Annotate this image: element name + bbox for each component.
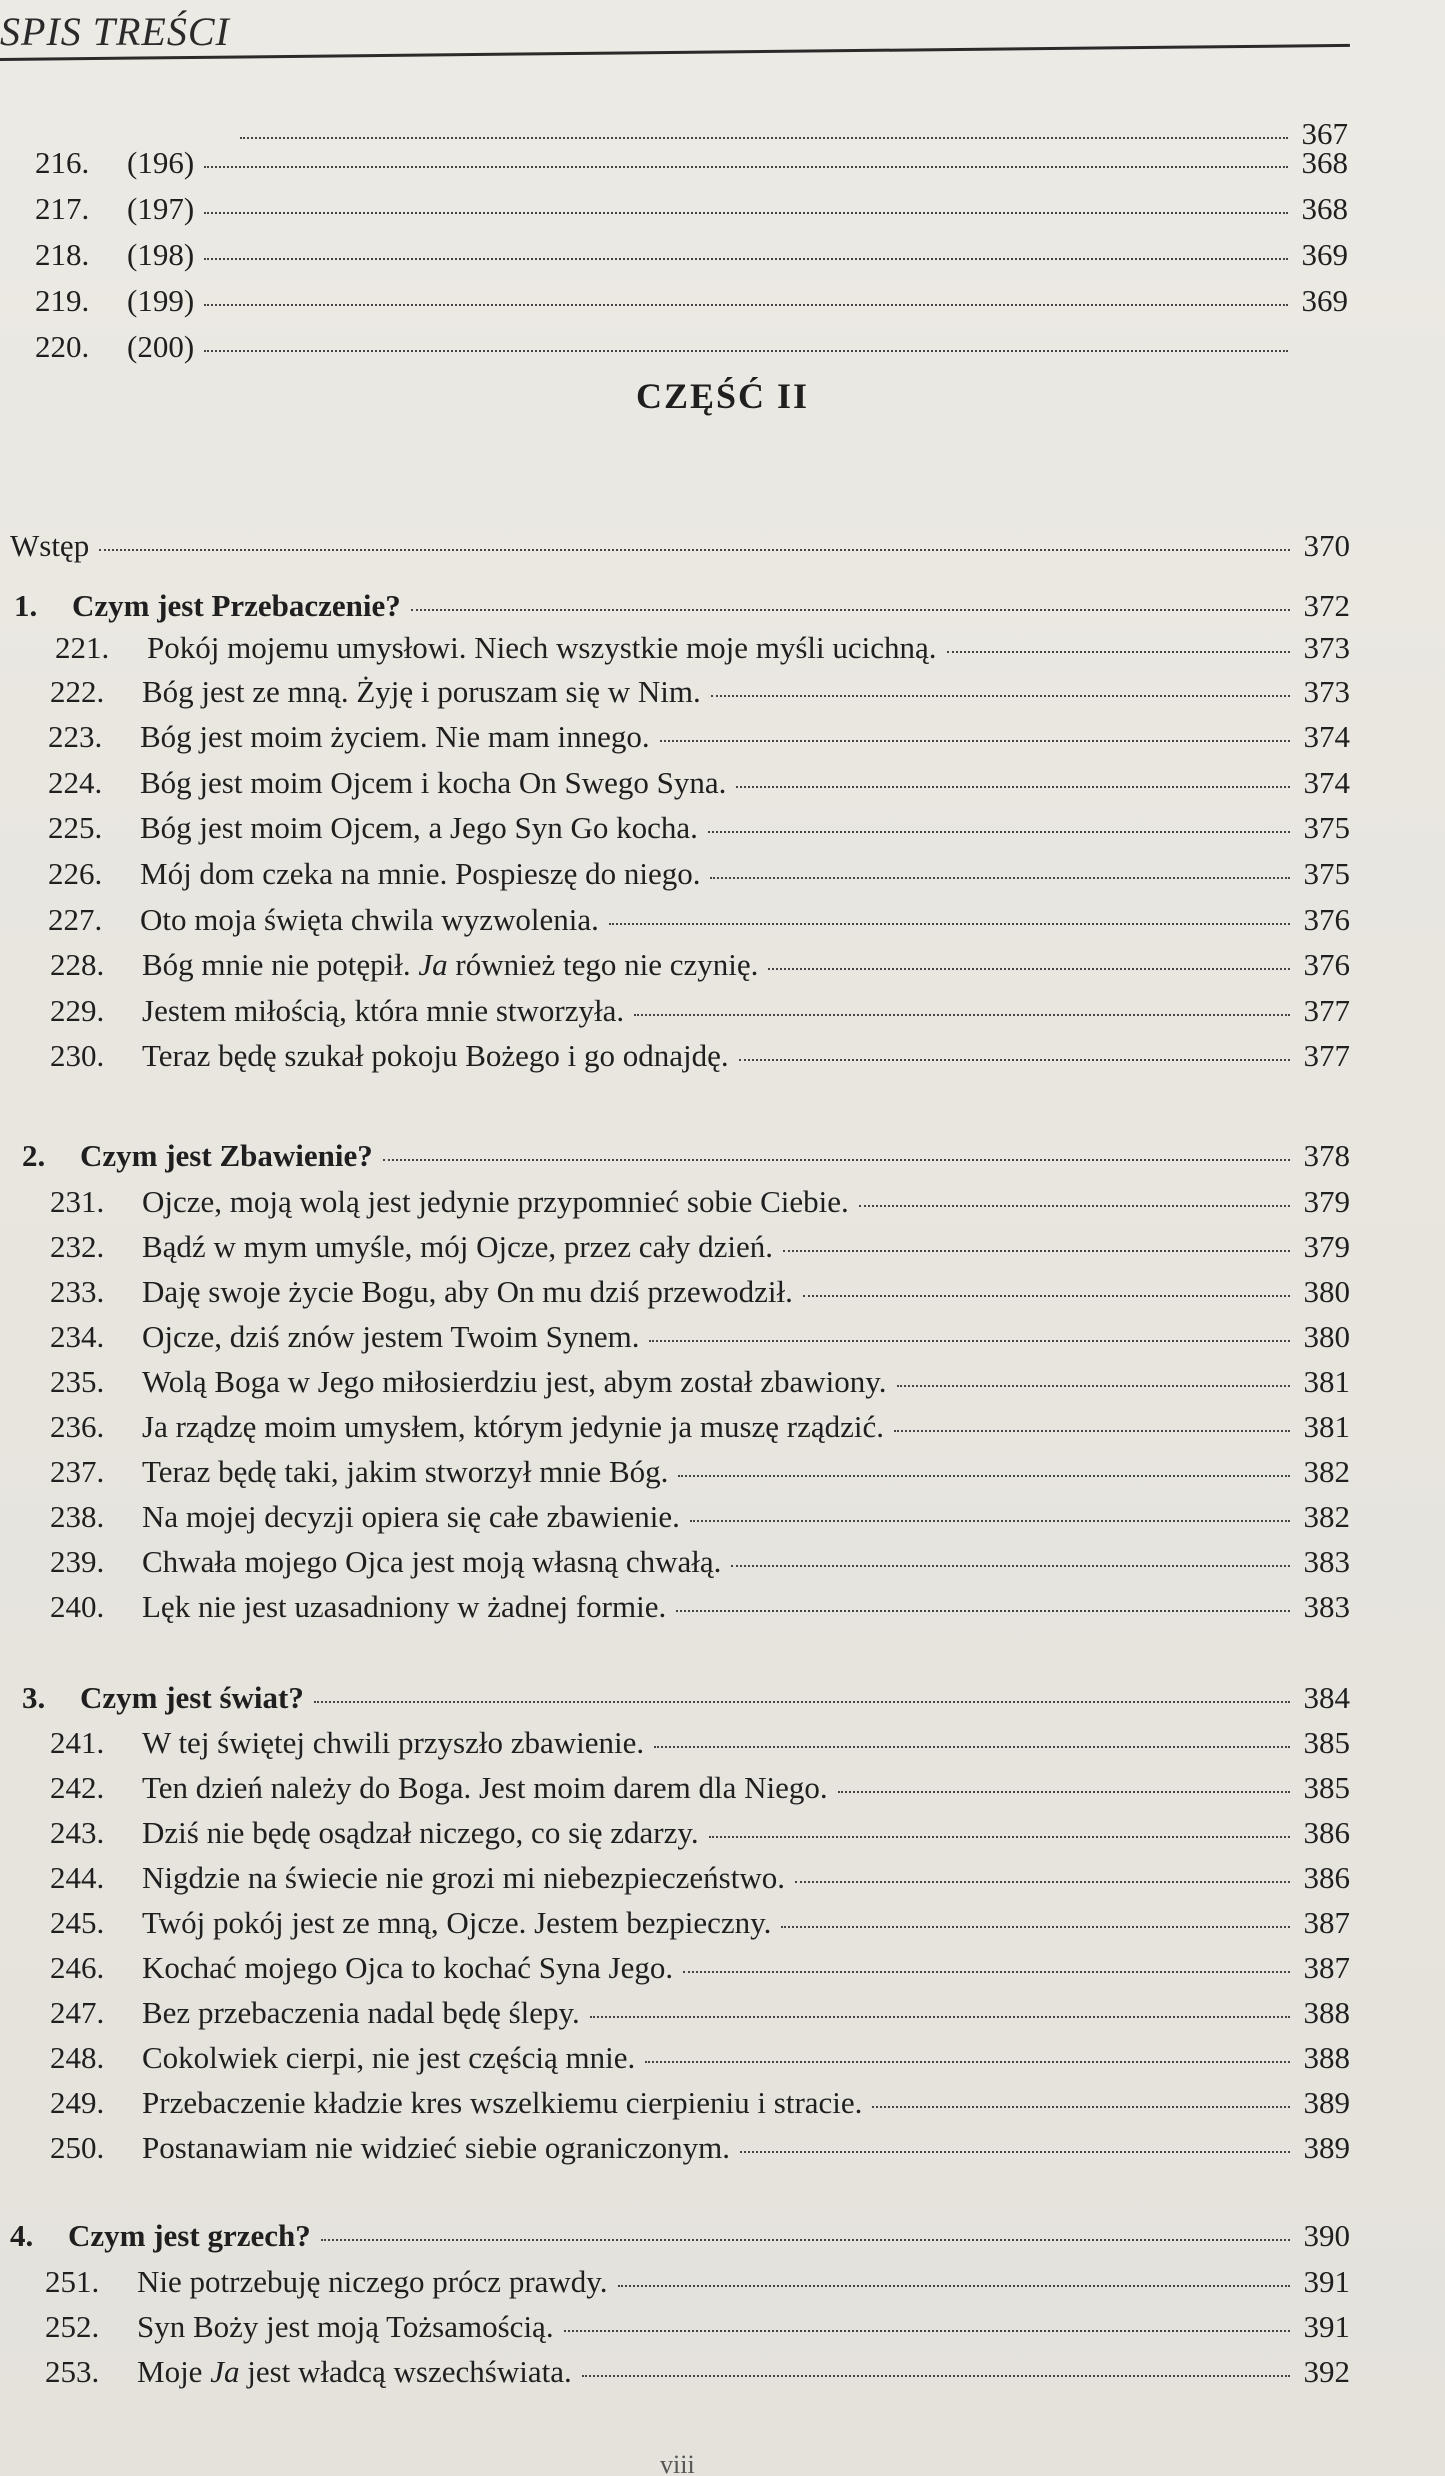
page-number: 375 — [1303, 856, 1350, 891]
leader-dots — [690, 1520, 1290, 1522]
page-number: 392 — [1303, 2354, 1350, 2389]
page-number: 372 — [1303, 588, 1350, 623]
toc-entry — [50, 1546, 1350, 1577]
leader-dots — [683, 1971, 1290, 1973]
entry-number: 243. — [50, 1815, 105, 1850]
entry-title: Nie potrzebuję niczego prócz prawdy. — [137, 2264, 608, 2299]
toc-entry — [35, 331, 1348, 362]
leader-dots — [731, 1565, 1290, 1567]
entry-number: 247. — [50, 1995, 105, 2030]
toc-entry — [50, 1276, 1350, 1307]
leader-dots — [564, 2330, 1290, 2332]
toc-entry — [45, 2266, 1350, 2297]
entry-number: 245. — [50, 1905, 105, 1940]
entry-title: Chwała mojego Ojca jest moją własną chwałą. — [142, 1544, 722, 1579]
entry-title: Twój pokój jest ze mną, Ojcze. Jestem bezpieczny. — [142, 1905, 772, 1940]
leader-dots — [783, 1250, 1290, 1252]
entry-title: Ojcze, dziś znów jestem Twoim Synem. — [142, 1319, 640, 1354]
entry-number: 223. — [48, 719, 103, 754]
toc-entry — [50, 1727, 1350, 1758]
page-number: 382 — [1303, 1499, 1350, 1534]
entry-title: Lęk nie jest uzasadniony w żadnej formie. — [142, 1589, 667, 1624]
toc-entry — [50, 1907, 1350, 1938]
leader-dots — [859, 1205, 1290, 1207]
leader-dots — [645, 2061, 1290, 2063]
page-number: 368 — [1301, 191, 1348, 226]
leader-dots — [947, 651, 1290, 653]
entry-number: 228. — [50, 947, 105, 982]
page-number: 380 — [1303, 1319, 1350, 1354]
leader-dots — [897, 1385, 1291, 1387]
page-number: 384 — [1303, 1680, 1350, 1715]
entry-number: 252. — [45, 2309, 100, 2344]
page-number: 383 — [1303, 1544, 1350, 1579]
entry-number: 249. — [50, 2085, 105, 2120]
page-number: 374 — [1303, 765, 1350, 800]
entry-title: Bóg mnie nie potępił. Ja również tego nie czynię. — [142, 947, 759, 982]
entry-number: 229. — [50, 993, 105, 1028]
entry-number: 221. — [55, 630, 110, 665]
entry-number: 246. — [50, 1950, 105, 1985]
entry-title: Bez przebaczenia nadal będę ślepy. — [142, 1995, 580, 2030]
leader-dots — [204, 166, 1288, 168]
toc-entry — [230, 118, 1348, 149]
entry-title: Bóg jest moim Ojcem i kocha On Swego Syna. — [140, 765, 727, 800]
leader-dots — [634, 1014, 1290, 1016]
entry-number: 237. — [50, 1454, 105, 1489]
leader-dots — [590, 2016, 1290, 2018]
entry-title: Czym jest Zbawienie? — [80, 1138, 373, 1173]
leader-dots — [204, 212, 1288, 214]
entry-number: 244. — [50, 1860, 105, 1895]
toc-entry — [50, 1321, 1350, 1352]
entry-number: 234. — [50, 1319, 105, 1354]
entry-title: Ten dzień należy do Boga. Jest moim darem dla Niego. — [142, 1770, 828, 1805]
entry-title: Na mojej decyzji opiera się całe zbawienie. — [142, 1499, 680, 1534]
toc-section-entry — [22, 1682, 1350, 1713]
leader-dots — [710, 877, 1290, 879]
entry-title: Bądź w mym umyśle, mój Ojcze, przez cały dzień. — [142, 1229, 773, 1264]
page-number: 373 — [1303, 630, 1350, 665]
toc-entry — [45, 2311, 1350, 2342]
page-number: 377 — [1303, 993, 1350, 1028]
entry-title: Czym jest grzech? — [68, 2218, 311, 2253]
entry-title: Mój dom czeka na mnie. Pospieszę do niego. — [140, 856, 701, 891]
toc-entry — [48, 721, 1350, 752]
entry-number: 217. — [35, 191, 90, 226]
leader-dots — [654, 1746, 1290, 1748]
entry-title: Bóg jest moim Ojcem, a Jego Syn Go kocha. — [140, 810, 698, 845]
toc-entry — [45, 2356, 1350, 2387]
entry-title: Przebaczenie kładzie kres wszelkiemu cierpieniu i stracie. — [142, 2085, 863, 2120]
leader-dots — [872, 2106, 1290, 2108]
entry-title: Wolą Boga w Jego miłosierdziu jest, abym został zbawiony. — [142, 1364, 887, 1399]
toc-entry — [10, 530, 1350, 561]
entry-title: Ja rządzę moim umysłem, którym jedynie ja muszę rządzić. — [142, 1409, 885, 1444]
entry-number: 220. — [35, 329, 90, 364]
leader-dots — [894, 1430, 1290, 1432]
page-number: 379 — [1303, 1229, 1350, 1264]
toc-entry — [50, 1997, 1350, 2028]
toc-entry — [50, 1231, 1350, 1262]
entry-number: 251. — [45, 2264, 100, 2299]
toc-entry — [50, 995, 1350, 1026]
toc-entry — [50, 949, 1350, 980]
entry-number: 218. — [35, 237, 90, 272]
toc-section-entry — [22, 1140, 1350, 1171]
entry-number: 253. — [45, 2354, 100, 2389]
page-number: 378 — [1303, 1138, 1350, 1173]
leader-dots — [678, 1475, 1290, 1477]
page-number: 368 — [1301, 145, 1348, 180]
page-number: 388 — [1303, 1995, 1350, 2030]
leader-dots — [740, 2151, 1290, 2153]
page-number: 389 — [1303, 2085, 1350, 2120]
page-number: 386 — [1303, 1860, 1350, 1895]
entry-title: Bóg jest moim życiem. Nie mam innego. — [140, 719, 650, 754]
toc-entry — [50, 1952, 1350, 1983]
entry-number: 238. — [50, 1499, 105, 1534]
page-number: 379 — [1303, 1184, 1350, 1219]
entry-number: 3. — [22, 1680, 46, 1715]
entry-number: 241. — [50, 1725, 105, 1760]
entry-number: 239. — [50, 1544, 105, 1579]
toc-section-entry — [14, 590, 1350, 621]
entry-title: Czym jest Przebaczenie? — [72, 588, 401, 623]
entry-title: Dziś nie będę osądzał niczego, co się zdarzy. — [142, 1815, 699, 1850]
toc-entry — [50, 1366, 1350, 1397]
entry-number: 1. — [14, 588, 38, 623]
page-number: 389 — [1303, 2130, 1350, 2165]
leader-dots — [736, 786, 1290, 788]
running-header: SPIS TREŚCI — [0, 9, 230, 54]
page-number: 386 — [1303, 1815, 1350, 1850]
page-number: 385 — [1303, 1725, 1350, 1760]
entry-title: Bóg jest ze mną. Żyję i poruszam się w Nim. — [142, 674, 701, 709]
entry-number: 227. — [48, 902, 103, 937]
toc-entry — [35, 239, 1348, 270]
entry-number: 232. — [50, 1229, 105, 1264]
page-folio: viii — [660, 2450, 695, 2476]
entry-number: 231. — [50, 1184, 105, 1219]
toc-entry — [50, 2042, 1350, 2073]
toc-entry — [50, 1186, 1350, 1217]
entry-number: 242. — [50, 1770, 105, 1805]
leader-dots — [649, 1340, 1290, 1342]
page-number: 383 — [1303, 1589, 1350, 1624]
leader-dots — [838, 1791, 1290, 1793]
page-number: 375 — [1303, 810, 1350, 845]
entry-number: 230. — [50, 1038, 105, 1073]
entry-title: W tej świętej chwili przyszło zbawienie. — [142, 1725, 645, 1760]
page-number: 390 — [1303, 2218, 1350, 2253]
leader-dots — [411, 609, 1290, 611]
entry-title: (197) — [127, 191, 195, 226]
entry-number: 235. — [50, 1364, 105, 1399]
page-number: 376 — [1303, 902, 1350, 937]
page-number: 391 — [1303, 2309, 1350, 2344]
page-number: 381 — [1303, 1364, 1350, 1399]
toc-entry — [50, 1862, 1350, 1893]
entry-number: 233. — [50, 1274, 105, 1309]
entry-title: Czym jest świat? — [80, 1680, 304, 1715]
leader-dots — [204, 258, 1288, 260]
toc-entry — [50, 1040, 1350, 1071]
leader-dots — [768, 968, 1290, 970]
leader-dots — [709, 1836, 1290, 1838]
toc-entry — [55, 632, 1350, 663]
toc-entry — [50, 2087, 1350, 2118]
page-number: 376 — [1303, 947, 1350, 982]
entry-number: 224. — [48, 765, 103, 800]
entry-title: (200) — [127, 329, 195, 364]
toc-entry — [50, 1411, 1350, 1442]
leader-dots — [204, 304, 1288, 306]
entry-title: Oto moja święta chwila wyzwolenia. — [140, 902, 599, 937]
page-number: 388 — [1303, 2040, 1350, 2075]
toc-section-entry — [10, 2220, 1350, 2251]
leader-dots — [660, 740, 1290, 742]
page-number: 391 — [1303, 2264, 1350, 2299]
page-number: 382 — [1303, 1454, 1350, 1489]
entry-number: 2. — [22, 1138, 46, 1173]
entry-title: Kochać mojego Ojca to kochać Syna Jego. — [142, 1950, 674, 1985]
entry-number: 225. — [48, 810, 103, 845]
leader-dots — [582, 2375, 1290, 2377]
toc-entry — [50, 2132, 1350, 2163]
leader-dots — [803, 1295, 1290, 1297]
leader-dots — [321, 2239, 1290, 2241]
leader-dots — [795, 1881, 1290, 1883]
toc-entry — [35, 193, 1348, 224]
entry-title: (198) — [127, 237, 195, 272]
leader-dots — [739, 1059, 1290, 1061]
toc-entry — [48, 904, 1350, 935]
entry-title: Postanawiam nie widzieć siebie ograniczonym. — [142, 2130, 730, 2165]
entry-title: Wstęp — [10, 528, 90, 563]
page-number: 377 — [1303, 1038, 1350, 1073]
leader-dots — [676, 1610, 1290, 1612]
page-number: 369 — [1301, 237, 1348, 272]
leader-dots — [314, 1701, 1290, 1703]
page-number: 387 — [1303, 1950, 1350, 1985]
leader-dots — [618, 2285, 1290, 2287]
leader-dots — [609, 923, 1290, 925]
entry-title: Cokolwiek cierpi, nie jest częścią mnie. — [142, 2040, 636, 2075]
entry-title: Teraz będę szukał pokoju Bożego i go odnajdę. — [142, 1038, 729, 1073]
entry-number: 216. — [35, 145, 90, 180]
toc-entry — [50, 676, 1350, 707]
toc-entry — [48, 767, 1350, 798]
entry-title: Jestem miłością, która mnie stworzyła. — [142, 993, 625, 1028]
leader-dots — [383, 1159, 1290, 1161]
entry-number: 236. — [50, 1409, 105, 1444]
entry-title: Syn Boży jest moją Tożsamością. — [137, 2309, 554, 2344]
page-number: 387 — [1303, 1905, 1350, 1940]
page-number: 380 — [1303, 1274, 1350, 1309]
leader-dots — [711, 695, 1290, 697]
leader-dots — [240, 137, 1288, 139]
page-number: 385 — [1303, 1770, 1350, 1805]
toc-entry — [50, 1456, 1350, 1487]
entry-title: Daję swoje życie Bogu, aby On mu dziś przewodził. — [142, 1274, 793, 1309]
entry-title: Moje Ja jest władcą wszechświata. — [137, 2354, 572, 2389]
leader-dots — [708, 831, 1290, 833]
entry-number: 250. — [50, 2130, 105, 2165]
entry-number: 226. — [48, 856, 103, 891]
toc-entry — [50, 1817, 1350, 1848]
page-number: 370 — [1303, 528, 1350, 563]
entry-title: Teraz będę taki, jakim stworzył mnie Bóg. — [142, 1454, 669, 1489]
entry-title: Pokój mojemu umysłowi. Niech wszystkie moje myśli ucichną. — [147, 630, 937, 665]
leader-dots — [781, 1926, 1290, 1928]
toc-entry — [35, 147, 1348, 178]
toc-entry — [35, 285, 1348, 316]
page-number: 369 — [1301, 283, 1348, 318]
entry-number: 248. — [50, 2040, 105, 2075]
page-number: 373 — [1303, 674, 1350, 709]
toc-entry — [50, 1501, 1350, 1532]
entry-number: 219. — [35, 283, 90, 318]
entry-title: (196) — [127, 145, 195, 180]
toc-entry — [48, 858, 1350, 889]
page-number: 381 — [1303, 1409, 1350, 1444]
entry-number: 222. — [50, 674, 105, 709]
page-number: 374 — [1303, 719, 1350, 754]
leader-dots — [204, 350, 1288, 352]
leader-dots — [99, 549, 1290, 551]
toc-entry — [50, 1591, 1350, 1622]
entry-number: 240. — [50, 1589, 105, 1624]
entry-title: Ojcze, moją wolą jest jedynie przypomnieć sobie Ciebie. — [142, 1184, 849, 1219]
toc-entry — [48, 812, 1350, 843]
page-number: 367 — [1301, 116, 1348, 151]
entry-number: 4. — [10, 2218, 34, 2253]
toc-entry — [50, 1772, 1350, 1803]
entry-title: Nigdzie na świecie nie grozi mi niebezpieczeństwo. — [142, 1860, 785, 1895]
part-title: CZĘŚĆ II — [635, 376, 810, 416]
entry-title: (199) — [127, 283, 195, 318]
